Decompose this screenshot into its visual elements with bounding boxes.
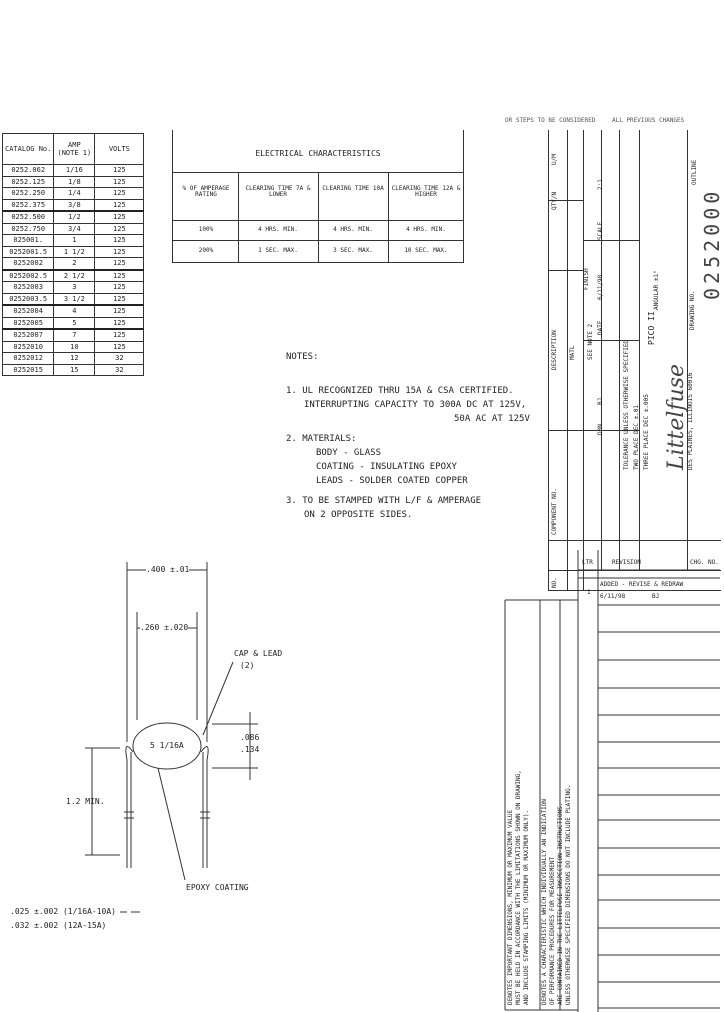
rev-row-num: 1 [587,589,591,596]
elec-cell: 3 SEC. MAX. [333,247,373,254]
table-cell: 3/4 [54,223,95,235]
tb-outline: OUTLINE [691,159,698,185]
table-cell: 1/16 [54,165,95,177]
tb-scale: 2:1 [597,179,604,190]
tb-date: 6/11/98 [597,274,604,300]
table-cell: 125 [95,199,144,211]
rev-row-date: 6/11/98 [600,593,626,600]
table-cell: 0252.125 [3,176,54,188]
side-note-e: OF PERFORMANCE PROCEDURES FOR MEASUREMENT [549,856,556,1005]
table-cell: 5 [54,317,95,329]
tb-product: PICO II [647,311,656,345]
table-cell: 0252012 [3,353,54,365]
catalog-header: CATALOG No. [3,134,54,165]
table-cell: 125 [95,341,144,353]
note-2a: BODY - GLASS [316,448,382,458]
table-cell: 125 [95,246,144,258]
table-cell: 1/2 [54,211,95,223]
table-cell: 0252004 [3,305,54,317]
note-3a: 3. TO BE STAMPED WITH L/F & AMPERAGE [286,496,482,506]
dim-diameter-b: .134 [240,745,260,754]
rev-desc-label: REVISION [612,559,641,566]
table-cell: 2 [54,258,95,270]
elec-cell: 1 SEC. MAX. [258,247,298,254]
side-note-f: ARE CONTAINED IN THE LITTELFUSE INSPECTION INSTRUCTIONS. [557,802,564,1005]
side-note-a: DENOTES IMPORTANT DIMENSIONS, MINIMUM OR MAXIMUM VALUE [507,809,514,1005]
table-cell: 125 [95,235,144,247]
table-cell: 3 [54,282,95,294]
table-cell: 125 [95,305,144,317]
tb-tol-two: TWO PLACE DEC ±.01 [633,404,640,470]
table-cell: 125 [95,258,144,270]
table-cell: 10 [54,341,95,353]
table-cell: 12 [54,353,95,365]
side-note-b: MUST BE HELD IN ACCORDANCE WITH THE LIMITATIONS SHOWN ON DRAWING, [515,770,522,1005]
dim-body-length: .400 ±.01 [146,565,190,574]
table-cell: 125 [95,329,144,341]
side-note-g: UNLESS OTHERWISE SPECIFIED DIMENSIONS DO NOT INCLUDE PLATING. [565,784,572,1005]
tb-tol-angular: ANGULAR ±1° [653,270,660,310]
table-cell: 125 [95,188,144,200]
table-cell: 0252.062 [3,165,54,177]
table-cell: 3/8 [54,199,95,211]
dim-diameter-a: .086 [240,733,260,742]
table-cell: 0252003 [3,282,54,294]
table-cell: 125 [95,223,144,235]
tb-tol-three: THREE PLACE DEC ±.005 [643,394,650,470]
note-1a: 1. UL RECOGNIZED THRU 15A & CSA CERTIFIED. [286,386,514,396]
electrical-title: ELECTRICAL CHARACTERISTICS [255,149,381,158]
note-1c: 50A AC AT 125V [454,414,530,424]
tb-drawn-by: BJ [597,397,604,405]
tb-desc-matl: MATL [569,345,576,360]
rev-row-desc: ADDED - REVISE & REDRAW [600,581,684,588]
notes-title: NOTES: [286,352,319,362]
table-cell: 0252005 [3,317,54,329]
elec-header-1: % OF AMPERAGE RATING [182,185,230,198]
table-cell: 025001. [3,235,54,247]
rev-row-by: BJ [652,593,660,600]
table-cell: 0252.250 [3,188,54,200]
lead-dia-b: .032 ±.002 (12A-15A) [10,921,107,930]
table-cell: 1 [54,235,95,247]
table-cell: 32 [95,353,144,365]
catalog-header: VOLTS [95,134,144,165]
table-cell: 1/8 [54,176,95,188]
table-cell: 0252001.5 [3,246,54,258]
elec-cell: 4 HRS. MIN. [258,226,298,233]
top-note-left: OR STEPS TO BE CONSIDERED [505,117,596,124]
table-cell: 0252002 [3,258,54,270]
tb-col-component: COMPONENT NO. [551,488,558,535]
dim-inner-length: .260 ±.020 [140,623,189,632]
table-cell: 0252.750 [3,223,54,235]
table-cell: 125 [95,176,144,188]
tb-finish: FINISH [583,268,590,290]
tb-drawing-number: 0252000 [700,187,724,300]
note-2b: COATING - INSULATING EPOXY [316,462,457,472]
side-note-d: DENOTES A CHARACTERISTIC WHICH INDIVIDUALLY AN INDICATION [541,799,548,1005]
note-3b: ON 2 OPPOSITE SIDES. [304,510,413,520]
table-cell: 125 [95,282,144,294]
tb-tolerance: TOLERANCE UNLESS OTHERWISE SPECIFIED [623,339,630,470]
tb-col-no: NO. [551,577,558,588]
table-cell: 2 1/2 [54,270,95,282]
table-cell: 0252010 [3,341,54,353]
cap-lead-note: (2) [240,661,255,670]
tb-drawing-no-label: DRAWING NO. [689,290,696,330]
rev-ltr-label: LTR [582,559,593,566]
table-cell: 7 [54,329,95,341]
table-cell: 125 [95,317,144,329]
table-cell: 1/4 [54,188,95,200]
tb-date-label: DATE [597,320,604,335]
table-cell: 0252002.5 [3,270,54,282]
epoxy-label: EPOXY COATING [186,883,249,892]
tb-desc-note: SEE NOTE 2 [587,323,594,360]
lead-dia-a: .025 ±.002 (1/16A-10A) [10,907,116,916]
catalog-header: AMP (NOTE 1) [54,134,95,165]
table-cell: 0252.375 [3,199,54,211]
side-note-c: AND INCLUDE STAMPING LIMITS (MINIMUM OR MAXIMUM ONLY). [523,809,530,1005]
company-logo: Littelfuse [664,363,689,470]
lead-length: 1.2 MIN. [66,797,105,806]
table-cell: 32 [95,364,144,376]
elec-cell: 10 SEC. MAX. [404,247,448,254]
elec-cell: 4 HRS. MIN. [333,226,373,233]
table-cell: 0252007 [3,329,54,341]
body-stamp: 5 1/16A [150,741,184,750]
elec-cell: 100% [198,226,214,233]
elec-cell: 4 HRS. MIN. [406,226,446,233]
tb-drawn-label: DRN [597,424,604,435]
table-cell: 125 [95,270,144,282]
elec-header-3: CLEARING TIME 10A [322,185,384,192]
elec-cell: 200% [198,247,214,254]
table-cell: 125 [95,211,144,223]
table-cell: 3 1/2 [54,293,95,305]
note-1b: INTERRUPTING CAPACITY TO 300A DC AT 125V, [304,400,527,410]
table-cell: 125 [95,165,144,177]
table-cell: 4 [54,305,95,317]
top-note-right: ALL PREVIOUS CHANGES [612,117,685,124]
table-cell: 0252.500 [3,211,54,223]
tb-location: DES PLAINES, ILLINOIS 60016 [687,372,694,470]
note-2: 2. MATERIALS: [286,434,357,444]
cap-lead-label: CAP & LEAD [234,649,283,658]
elec-header-2: CLEARING TIME 7A & LOWER [245,185,311,198]
table-cell: 15 [54,364,95,376]
tb-col-qty: QTY/N [551,191,558,210]
table-cell: 0252015 [3,364,54,376]
note-2c: LEADS - SOLDER COATED COPPER [316,476,468,486]
tb-scale-label: SCALE [597,221,604,240]
table-cell: 1 1/2 [54,246,95,258]
rev-chg-label: CHG. NO. [690,559,719,566]
table-cell: 125 [95,293,144,305]
table-cell: 0252003.5 [3,293,54,305]
tb-col-um: U/M [551,154,558,165]
tb-col-description: DESCRIPTION [551,330,558,370]
elec-header-4: CLEARING TIME 12A & HIGHER [391,185,461,198]
